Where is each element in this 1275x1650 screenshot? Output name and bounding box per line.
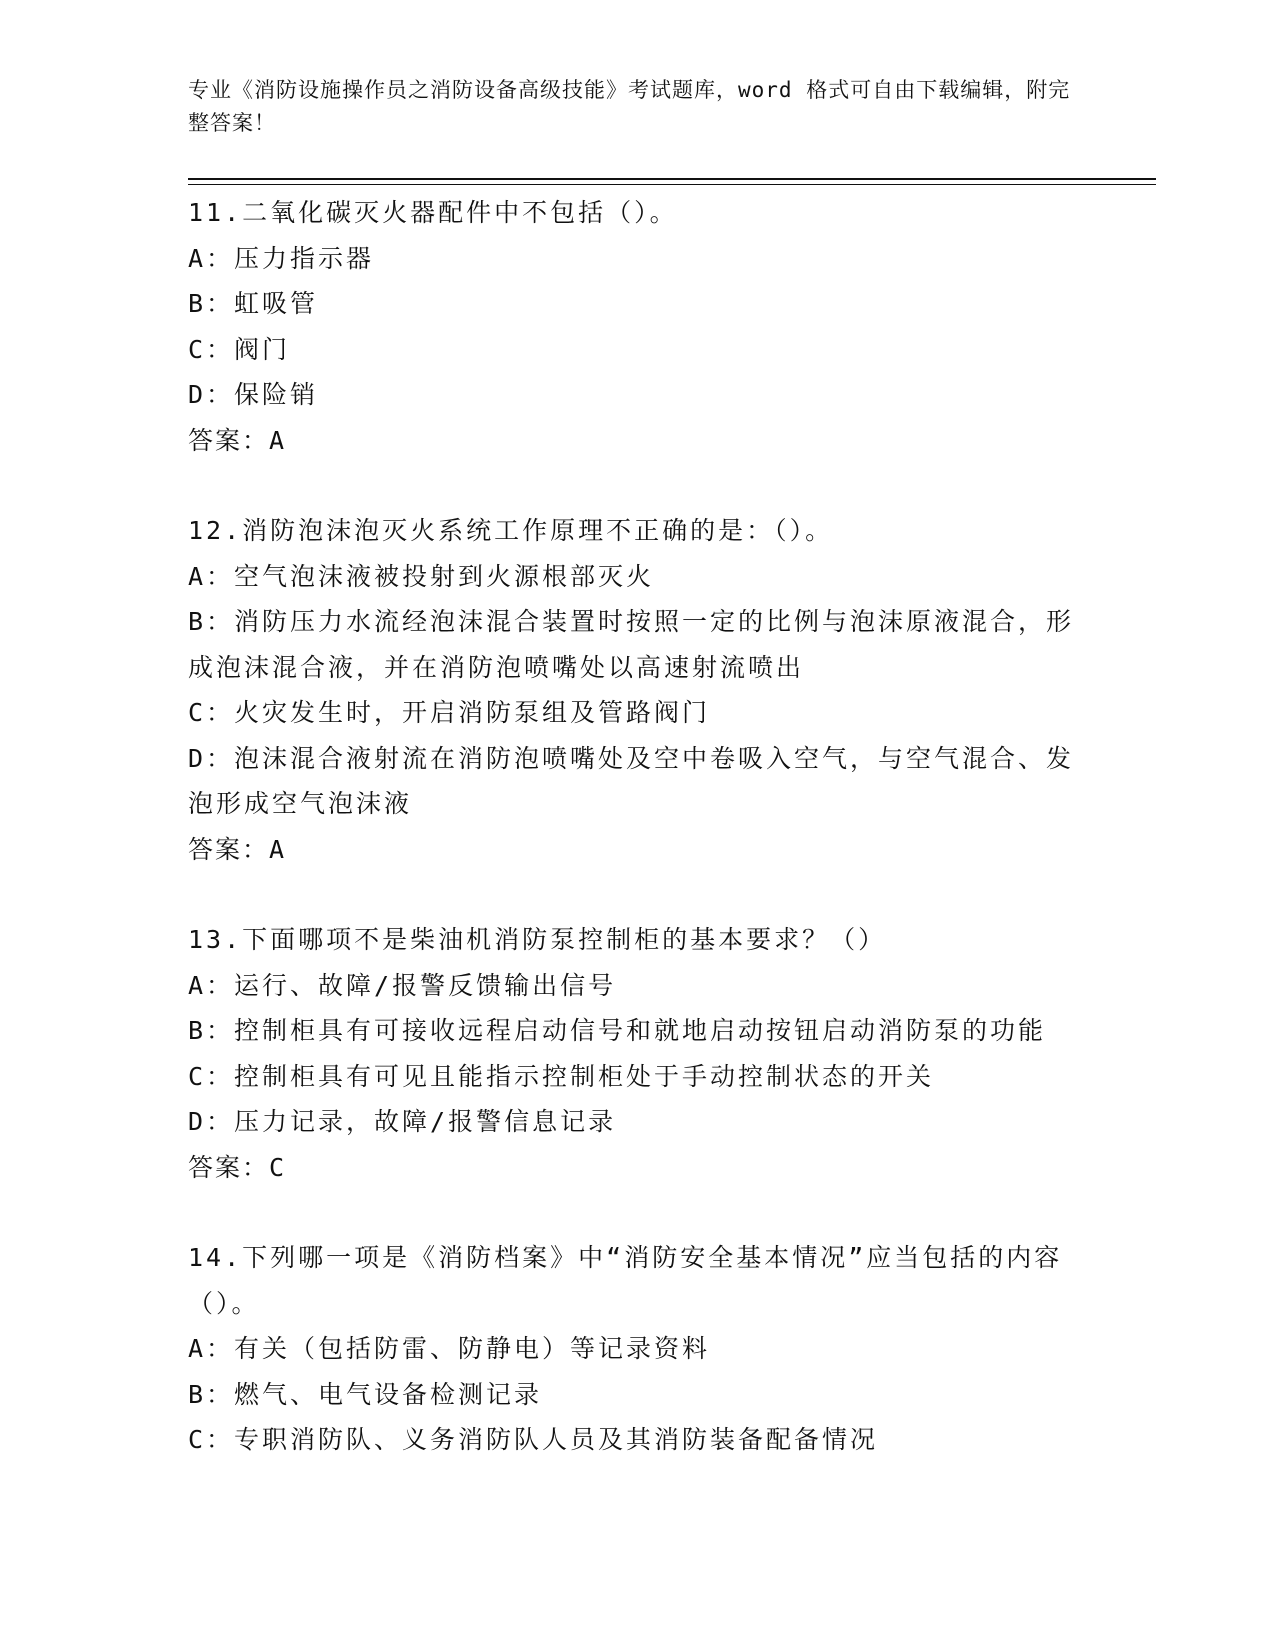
option-b: B：消防压力水流经泡沫混合装置时按照一定的比例与泡沫原液混合，形成泡沫混合液，并在消防泡喷嘴处以高速射流喷出 <box>188 607 1075 682</box>
answer-line: 答案：A <box>188 834 287 864</box>
question-12 <box>188 508 1088 872</box>
header-divider-thin <box>188 184 1156 185</box>
header-divider-thick <box>188 178 1156 180</box>
question-14 <box>188 1235 1088 1463</box>
option-b: B：虹吸管 <box>188 289 319 318</box>
option-c: C：阀门 <box>188 334 291 364</box>
question-stem: 11.二氧化碳灭火器配件中不包括（）。 <box>188 198 678 227</box>
option-a: A：压力指示器 <box>188 243 375 273</box>
option-a: A：有关（包括防雷、防静电）等记录资料 <box>188 1334 711 1363</box>
option-d: D：压力记录，故障/报警信息记录 <box>188 1107 617 1136</box>
question-list <box>188 190 1088 1508</box>
option-b: B：燃气、电气设备检测记录 <box>188 1379 543 1409</box>
question-stem: 13.下面哪项不是柴油机消防泵控制柜的基本要求？（） <box>188 925 887 954</box>
option-c: C：专职消防队、义务消防队人员及其消防装备配备情况 <box>188 1425 879 1454</box>
option-c: C：控制柜具有可见且能指示控制柜处于手动控制状态的开关 <box>188 1061 935 1091</box>
option-d: D：泡沫混合液射流在消防泡喷嘴处及空中卷吸入空气，与空气混合、发泡形成空气泡沫液 <box>188 743 1075 818</box>
question-13 <box>188 917 1088 1190</box>
answer-line: 答案：A <box>188 425 287 455</box>
option-a: A：运行、故障/报警反馈输出信号 <box>188 970 617 1000</box>
option-d: D：保险销 <box>188 380 319 409</box>
option-a: A：空气泡沫液被投射到火源根部灭火 <box>188 561 655 591</box>
option-b: B：控制柜具有可接收远程启动信号和就地启动按钮启动消防泵的功能 <box>188 1016 1047 1045</box>
document-header <box>188 74 1088 140</box>
question-stem: 14.下列哪一项是《消防档案》中“消防安全基本情况”应当包括的内容（）。 <box>188 1243 1063 1318</box>
question-stem: 12.消防泡沫泡灭火系统工作原理不正确的是：（）。 <box>188 516 834 545</box>
question-11 <box>188 190 1088 463</box>
header-text: 专业《消防设施操作员之消防设备高级技能》考试题库，word 格式可自由下载编辑，附完整答案！ <box>188 78 1071 135</box>
answer-line: 答案：C <box>188 1152 287 1182</box>
option-c: C：火灾发生时，开启消防泵组及管路阀门 <box>188 698 711 727</box>
